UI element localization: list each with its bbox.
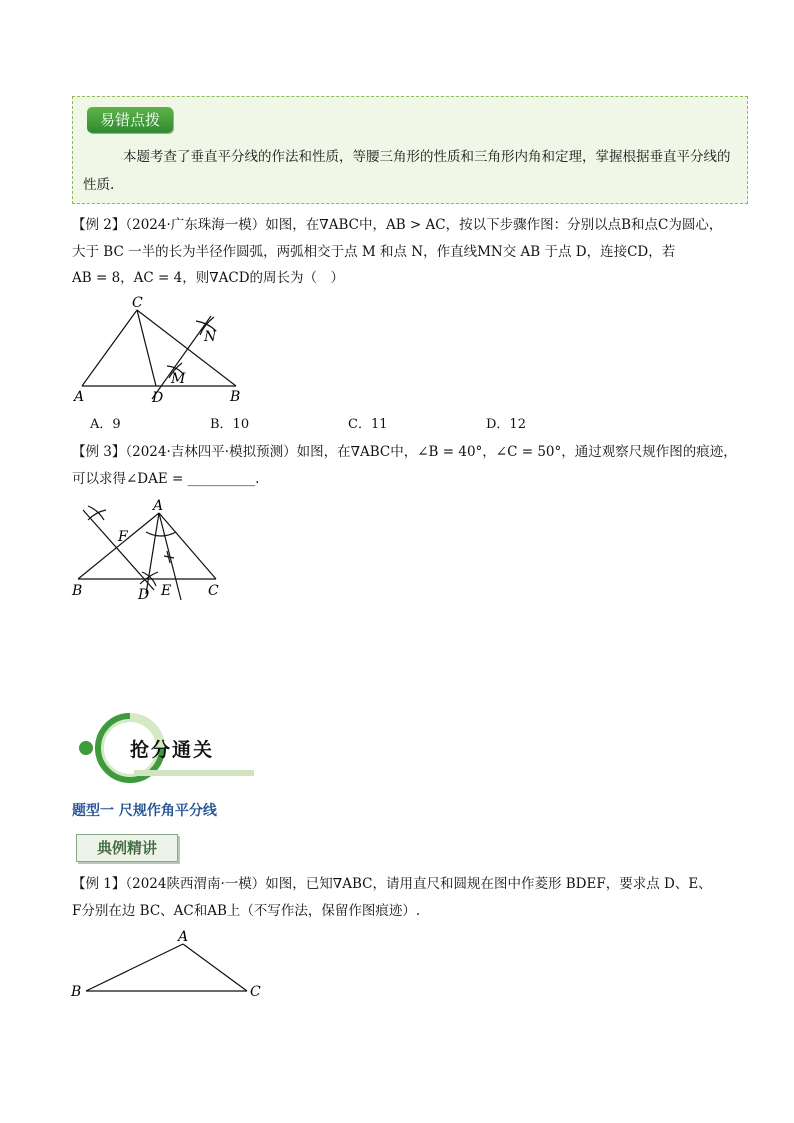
banner-underline — [134, 770, 254, 776]
label-b: B — [72, 583, 83, 599]
choice-d[interactable]: D．12 — [486, 417, 526, 432]
tip-text: 本题考查了垂直平分线的作法和性质，等腰三角形的性质和三角形内角和定理，掌握根据垂直平分线的性质. — [83, 149, 731, 193]
example1-figure — [66, 928, 276, 1002]
label-a: A — [74, 389, 85, 405]
example2-figure — [70, 295, 270, 407]
label-e: E — [161, 583, 172, 599]
example3-line1: 【例 3】（2024·吉林四平·模拟预测）如图，在∇ABC中，∠B = 40°，∠C = 50°，通过观察尺规作图的痕迹， — [72, 444, 737, 460]
segment-ba — [86, 944, 183, 991]
section-title: 题型一 尺规作角平分线 — [72, 803, 217, 819]
label-b: B — [71, 984, 82, 1000]
label-a: A — [178, 929, 189, 945]
label-b: B — [230, 389, 241, 405]
banner-dot-icon — [79, 741, 93, 755]
choice-b[interactable]: B．10 — [210, 417, 250, 432]
example2-choices — [90, 413, 590, 435]
label-d: D — [138, 587, 150, 603]
label-c: C — [250, 984, 261, 1000]
tip-badge: 易错点拨 — [87, 107, 173, 133]
label-c: C — [208, 583, 219, 599]
example2-line1: 【例 2】（2024·广东珠海一模）如图，在∇ABC中，AB > AC，按以下步骤作图：分别以点B和点C为圆心， — [72, 217, 723, 233]
tip-box — [72, 96, 748, 204]
banner-title: 抢分通关 — [130, 739, 215, 761]
label-f: F — [118, 529, 128, 545]
example2-line3: AB = 8，AC = 4，则∇ACD的周长为（ ） — [72, 270, 345, 286]
example2-line2: 大于 BC 一半的长为半径作圆弧，两弧相交于点 M 和点 N，作直线MN交 AB 于点 D，连接CD，若 — [72, 244, 676, 260]
label-n: N — [204, 329, 217, 345]
segment-ab — [78, 513, 159, 579]
segment-ac — [183, 944, 247, 991]
segment-ac — [82, 310, 137, 386]
label-d: D — [152, 390, 164, 406]
example1-line1: 【例 1】（2024陕西渭南·一模）如图，已知∇ABC，请用直尺和圆规在图中作菱形 BDEF，要求点 D、E、 — [72, 876, 712, 892]
label-a: A — [153, 498, 164, 514]
bisector-line — [83, 510, 154, 590]
label-c: C — [132, 295, 143, 311]
angle-arc — [146, 532, 176, 536]
choice-a[interactable]: A．9 — [90, 417, 121, 432]
segment-cd — [137, 310, 156, 386]
example3-line2: 可以求得∠DAE = __________. — [72, 471, 260, 487]
segment-ad — [146, 513, 159, 594]
example3-figure — [66, 496, 236, 608]
label-m: M — [171, 371, 186, 387]
choice-c[interactable]: C．11 — [348, 417, 388, 432]
example1-line2: F分别在边 BC、AC和AB上（不写作法，保留作图痕迹）. — [72, 903, 421, 919]
segment-cb — [137, 310, 236, 386]
sample-badge: 典例精讲 — [76, 834, 178, 862]
